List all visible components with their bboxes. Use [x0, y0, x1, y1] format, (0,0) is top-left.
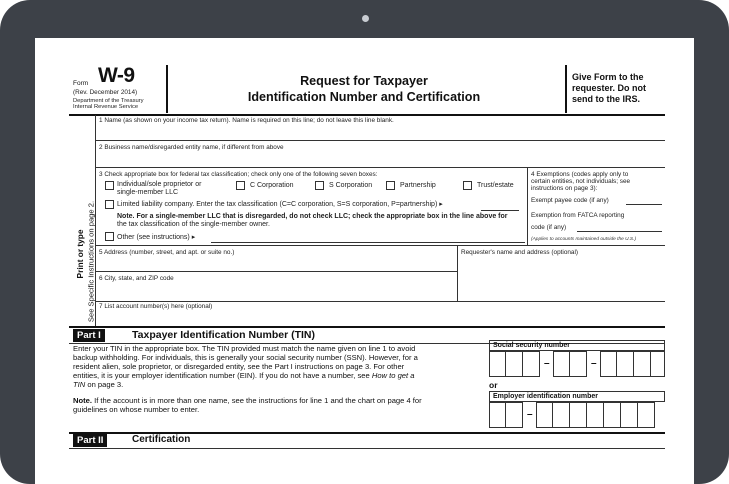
llc-note-line-2: the tax classification of the single-member owner.: [117, 221, 270, 228]
form-number: W-9: [98, 64, 135, 87]
checkbox-individual-label-1: Individual/sole proprietor or: [117, 181, 202, 188]
line6-field[interactable]: [96, 301, 665, 302]
part1-para-line-4: [73, 371, 414, 380]
line1-label: 1 Name (as shown on your income tax return). Name is required on this line; do not leave this line blank.: [99, 117, 394, 124]
ein-field[interactable]: [489, 402, 665, 431]
checkbox-s-corporation-label: S Corporation: [329, 182, 373, 189]
exempt-payee-label: Exempt payee code (if any): [531, 197, 609, 204]
ein-digit-3[interactable]: [536, 402, 553, 428]
checkbox-c-corporation[interactable]: [236, 181, 245, 190]
part1-para-line-1: Enter your TIN in the appropriate box. The TIN provided must match the name given on line 1 to avoid: [73, 344, 416, 353]
ein-digit-6[interactable]: [587, 402, 604, 428]
line5-label: 5 Address (number, street, and apt. or suite no.): [99, 249, 235, 256]
part1-title: Taxpayer Identification Number (TIN): [132, 329, 315, 341]
ssn-digit-1[interactable]: [489, 351, 506, 377]
title-line-1: Request for Taxpayer: [300, 74, 428, 88]
line2-field[interactable]: [96, 167, 665, 168]
header-divider-right: [565, 65, 567, 113]
checkbox-other-label: Other (see instructions) ▸: [117, 234, 196, 241]
ssn-digit-8[interactable]: [634, 351, 651, 377]
agency-line: Internal Revenue Service: [73, 104, 139, 110]
part1-para-line-5-text: on page 3.: [85, 380, 124, 389]
give-form-line-3: send to the IRS.: [572, 94, 641, 104]
ein-label: Employer identification number: [489, 391, 665, 402]
part1-para-line-5: [73, 380, 123, 389]
part1-how-to-link: How to get a: [371, 371, 415, 380]
ein-digit-7[interactable]: [604, 402, 621, 428]
fatca-applies-note: (Applies to accounts maintained outside the U.S.): [531, 237, 637, 242]
part1-top-rule: [69, 326, 665, 328]
checkbox-llc-label: Limited liability company. Enter the tax classification (C=C corporation, S=S corporation, P=partnership) ▸: [117, 201, 443, 208]
title-line-2: Identification Number and Certification: [247, 90, 481, 104]
llc-note-text-1: Note. For a single-member LLC that is disregarded, do not check LLC; check the appropriate box in the line above for: [117, 213, 508, 220]
side-instructions-label: See Specific Instructions on page 2.: [86, 200, 96, 323]
tablet-screen: [35, 38, 694, 484]
ssn-digit-6[interactable]: [600, 351, 617, 377]
exemptions-line-2: certain entities, not individuals; see: [531, 178, 631, 185]
checkbox-trust-estate[interactable]: [463, 181, 472, 190]
exempt-payee-field[interactable]: [626, 204, 662, 205]
part1-para-line-4-text: entities, it is your employer identification number (EIN). If you do not have a number, see: [73, 371, 372, 380]
ssn-label: Social security number: [489, 340, 665, 351]
side-print-label: Print or type: [75, 229, 85, 279]
line1-field[interactable]: [96, 140, 665, 141]
part2-title: Certification: [132, 434, 191, 445]
fatca-label-1: Exemption from FATCA reporting: [531, 212, 625, 219]
ssn-dash-1: –: [544, 358, 550, 369]
ein-dash: –: [527, 409, 533, 420]
part2-badge: Part II: [73, 434, 107, 447]
ssn-digit-3[interactable]: [523, 351, 540, 377]
checkbox-partnership-label: Partnership: [400, 182, 436, 189]
part2-title-rule: [69, 448, 665, 449]
ssn-digit-9[interactable]: [651, 351, 665, 377]
exemptions-divider: [527, 168, 528, 245]
revision-date: (Rev. December 2014): [73, 89, 138, 96]
line7-label: 7 List account number(s) here (optional): [99, 303, 213, 310]
part1-badge: Part I: [73, 329, 105, 342]
ssn-digit-4[interactable]: [553, 351, 570, 377]
line3-bottom-rule: [96, 245, 665, 246]
ein-digit-9[interactable]: [638, 402, 655, 428]
ein-digit-4[interactable]: [553, 402, 570, 428]
part1-para-line-2: backup withholding. For individuals, this is generally your social security number (SSN). However, for a: [73, 353, 418, 362]
part1-note-line-1: [73, 396, 422, 405]
ssn-digit-5[interactable]: [570, 351, 587, 377]
checkbox-individual-label-2: single-member LLC: [117, 189, 179, 196]
checkbox-other[interactable]: [105, 232, 114, 241]
or-label: or: [489, 380, 498, 390]
header-divider-left: [166, 65, 168, 113]
part1-note-line-2: guidelines on whose number to enter.: [73, 405, 200, 414]
ssn-field[interactable]: [489, 351, 665, 380]
requester-divider: [457, 245, 458, 301]
requester-label: Requester's name and address (optional): [461, 249, 579, 256]
part1-tin-word: TIN: [73, 380, 86, 389]
line2-label: 2 Business name/disregarded entity name, if different from above: [99, 144, 284, 151]
exemptions-line-3: instructions on page 3):: [531, 185, 598, 192]
checkbox-s-corporation[interactable]: [315, 181, 324, 190]
line5-field[interactable]: [96, 271, 457, 272]
checkbox-c-corporation-label: C Corporation: [250, 182, 294, 189]
ein-digit-2[interactable]: [506, 402, 523, 428]
line6-label: 6 City, state, and ZIP code: [99, 275, 174, 282]
ssn-digit-7[interactable]: [617, 351, 634, 377]
ssn-dash-2: –: [591, 358, 597, 369]
line3-label: 3 Check appropriate box for federal tax classification; check only one of the following seven boxes:: [99, 171, 378, 178]
ein-digit-5[interactable]: [570, 402, 587, 428]
give-form-line-2: requester. Do not: [572, 83, 647, 93]
llc-note-line-1: [117, 213, 508, 221]
w9-form: [69, 64, 665, 484]
ein-digit-1[interactable]: [489, 402, 506, 428]
llc-classification-field[interactable]: [481, 210, 519, 211]
checkbox-individual[interactable]: [105, 181, 114, 190]
camera-icon: [362, 15, 369, 22]
ein-digit-8[interactable]: [621, 402, 638, 428]
checkbox-partnership[interactable]: [386, 181, 395, 190]
department-line: Department of the Treasury: [73, 98, 144, 104]
form-word: Form: [73, 80, 89, 87]
ssn-digit-2[interactable]: [506, 351, 523, 377]
checkbox-llc[interactable]: [105, 200, 114, 209]
exemptions-line-1: 4 Exemptions (codes apply only to: [531, 171, 629, 178]
header-bottom-rule: [69, 114, 665, 116]
checkbox-trust-estate-label: Trust/estate: [477, 182, 514, 189]
other-field[interactable]: [211, 242, 525, 243]
fatca-field[interactable]: [577, 231, 662, 232]
part1-note-label: Note.: [73, 396, 92, 405]
fatca-label-2: code (if any): [531, 224, 567, 231]
give-form-line-1: Give Form to the: [572, 72, 644, 82]
part1-para-line-3: resident alien, sole proprietor, or disregarded entity, see the Part I instructions on page 3. For other: [73, 362, 405, 371]
part1-note-text: If the account is in more than one name, see the instructions for line 1 and the chart on page 4 for: [91, 396, 422, 405]
